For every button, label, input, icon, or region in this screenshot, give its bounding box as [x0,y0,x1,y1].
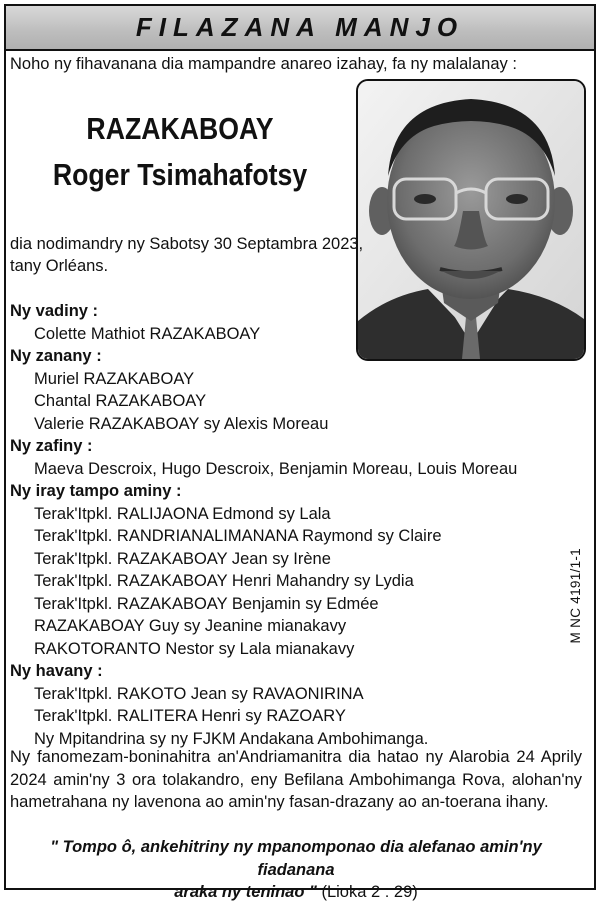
family-sections [10,300,570,750]
sibling-entry: Terak'Itpkl. RANDRIANALIMANANA Raymond sy Claire [34,527,442,545]
child-entry: Chantal RAZAKABOAY [34,392,207,410]
relative-entry: Ny Mpitandrina sy ny FJKM Andakana Ambohimanga. [34,729,429,748]
reference-code: M NC 4191/1-1 [568,548,583,644]
quote-line-2: araka ny teninao " [174,883,317,901]
grandchildren-entry: Maeva Descroix, Hugo Descroix, Benjamin Moreau, Louis Moreau [34,459,518,478]
section-heading-children: Ny zanany : [10,347,102,365]
sibling-entry: RAKOTORANTO Nestor sy Lala mianakavy [34,639,355,658]
spouse-entry: Colette Mathiot RAZAKABOAY [34,324,261,343]
sibling-entry: Terak'Itpkl. RALIJAONA Edmond sy Lala [34,504,331,523]
section-heading-relatives: Ny havany : [10,662,103,680]
sibling-entry: Terak'Itpkl. RAZAKABOAY Benjamin sy Edmée [34,594,379,613]
sibling-entry: Terak'Itpkl. RAZAKABOAY Henri Mahandry sy Lydia [34,572,414,590]
sibling-entry: RAZAKABOAY Guy sy Jeanine mianakavy [34,617,347,635]
sibling-entry: Terak'Itpkl. RAZAKABOAY Jean sy Irène [34,549,331,568]
section-heading-spouse: Ny vadiny : [10,302,99,320]
section-heading-grandchildren: Ny zafiny : [10,437,93,455]
child-entry: Valerie RAZAKABOAY sy Alexis Moreau [34,414,329,433]
relative-entry: Terak'Itpkl. RAKOTO Jean sy RAVAONIRINA [34,684,364,703]
quote-line-1: " Tompo ô, ankehitriny ny mpanomponao dia alefanao amin'ny fiadanana [50,838,542,879]
announcement-title: FILAZANA MANJO [135,12,465,42]
ceremony-details: Ny fanomezam-boninahitra an'Andriamanitra dia hatao ny Alarobia 24 Aprily 2024 amin'ny 3 ora tolakandro, eny Befilana Ambohimanga Rova, alohan'ny hametrahana ny lavenona ao amin'ny fasan-drazany ao an-toerana ihany. [10,748,582,811]
child-entry: Muriel RAZAKABOAY [34,369,195,388]
death-place-line: tany Orléans. [10,257,109,275]
intro-text: Noho ny fihavanana dia mampandre anareo izahay, fa ny malalanay : [10,55,517,73]
death-notice [10,233,363,277]
deceased-given-names: Roger Tsimahafotsy [52,157,308,192]
death-date-line: dia nodimandry ny Sabotsy 30 Septambra 2023, [10,235,364,253]
section-heading-siblings: Ny iray tampo aminy : [10,482,182,500]
title-banner [6,6,594,51]
relative-entry: Terak'Itpkl. RALITERA Henri sy RAZOARY [34,707,346,725]
scripture-quote [10,836,582,904]
deceased-surname: RAZAKABOAY [86,111,274,146]
quote-citation: (Lioka 2 : 29) [321,883,418,901]
